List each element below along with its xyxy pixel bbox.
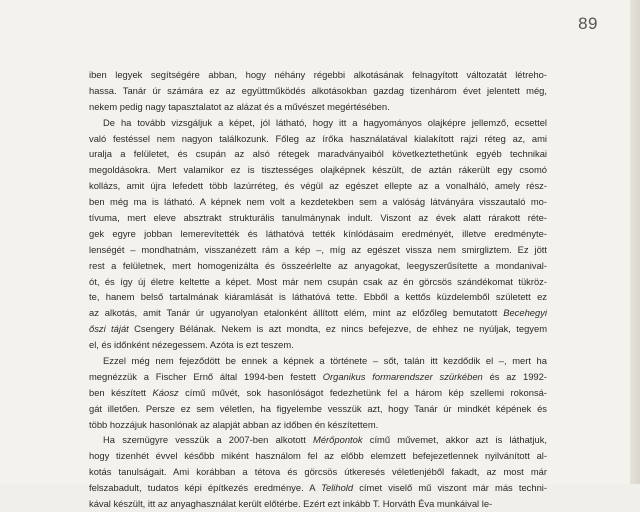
text-line: felszabadult, tudatos képi építkezés eredménye. A Telihold címet viselő mű viszont már más techni- [89,482,547,494]
text-line: több hozzájuk hasonlónak az alapját abban az időben én készítettem. [89,418,379,430]
text-line: iben legyek segítségére abban, hogy néhány régebbi alkotásának felnagyított változatát létreho- [89,69,547,80]
text-line: az alkotás, amit Tanár úr ugyanolyan etalonként állított elém, mint az előzőleg bemutatott Becehegyi [89,307,547,319]
title-italic: Becehegyi [503,307,547,319]
text-line: ben készített Káosz című művét, sok hasonlóságot fedezhetünk fel a három kép szellemi rokonsá- [89,386,547,398]
body-text [89,67,547,512]
paragraph [89,67,547,115]
title-italic: Organikus formarendszer szürkében [322,370,483,382]
text-line: rest a felületnek, mert homogenizálta és összeérlelte az anyagokat, leegyszerűsítette a mondanival- [89,259,547,271]
text-line: ben még ma is látható. A képnek nem volt a kezdetekben sem a valóság látványára visszautaló mo- [89,196,547,208]
text-line: tívuma, mert eleve absztrakt strukturális tanulmánynak indult. Viszont az évek alatt rárakott réte- [89,212,547,224]
text-line: gek egyre jobban lemerevítették és láthatóvá tették kínlódásaim eredményét, illetve eredményte- [89,227,547,239]
text-line: uralja a felületet, és csupán az alsó rétegek maradványaiból következtethetünk egyéb technikai [89,148,547,160]
text-line: kotás tanulságait. Ami korábban a tétova és görcsös útkeresés véletlenjéből fakadt, az most már [89,466,547,478]
text-line: te, hanem belső tartalmának kiáramlását is láthatóvá tette. Ebből a kettős küzdelemből született ez [89,291,547,303]
text-line: ót, és így új életre keltette a képet. Most már nem csupán csak az én görcsös szándékomat tükröz- [89,275,547,287]
text-line: gát illetően. Persze ez sem véletlen, ha figyelembe vesszük azt, hogy Tanár úr mindkét képének és [89,402,547,414]
title-italic: őszi táját [89,323,129,335]
text-line: nekem pedig nagy tapasztalatot az alázat és a művészet megértésében. [89,100,390,112]
title-italic: Telihold [321,482,354,494]
text-line: el, és időnként nézegessem. Azóta is ezt teszem. [89,339,294,351]
paragraph [89,353,547,432]
text-line: megoldásokra. Mert valamikor ez is tisztességes olajképnek készült, de aztán rákerült egy csomó [89,164,547,176]
text-line: kával készült, itt az anyaghasználat került előtérbe. Ezért ezt inkább T. Horváth Éva munkáival le- [89,498,493,510]
text-line: való festéssel nem nagyon találkozunk. Főleg az írőka használatával kialakított rajzi réteg az, ami [89,132,547,144]
text-line: lenségét – mondhatnám, visszanézett rám a kép –, míg az egészet vissza nem smirgliztem. Ez jött [89,243,547,255]
page-number: 89 [578,14,598,33]
text-line: hogy tizenhét évvel később miként használom fel az előbb elemzett befejezetlennek nyilvánított al- [89,450,547,462]
text-line: De ha tovább vizsgáljuk a képet, jól látható, hogy itt a hagyományos olajképre jellemző, ecsettel [103,116,547,128]
title-italic: Káosz [152,386,179,398]
title-italic: Mérőpontok [313,434,363,446]
text-line: Ezzel még nem fejeződött be ennek a képnek a története – sőt, talán itt kezdődik el –, mert ha [103,355,547,367]
text-line: kollázs, amit újra lefedett több lazúrréteg, és végül az egészet ellepte az a vonalháló, amely rész- [89,180,547,192]
text-line: megnézzük a Fischer Ernő által 1994-ben festett Organikus formarendszer szürkében és az 1992- [89,370,547,382]
text-line: hassa. Tanár úr számára ez az együttműködés alkotásokban gazdag tizenhárom évet jelentett még, [89,84,547,96]
paragraph [89,432,547,511]
page-edge [630,0,640,484]
paragraph [89,115,547,353]
text-line: Ha szemügyre vesszük a 2007-ben alkotott Mérőpontok című művemet, akkor azt is láthatjuk, [103,434,547,446]
text-line: őszi táját Csengery Bélának. Nekem is azt mondta, ez nincs befejezve, de ehhez ne nyúljak, tegyem [89,323,547,335]
